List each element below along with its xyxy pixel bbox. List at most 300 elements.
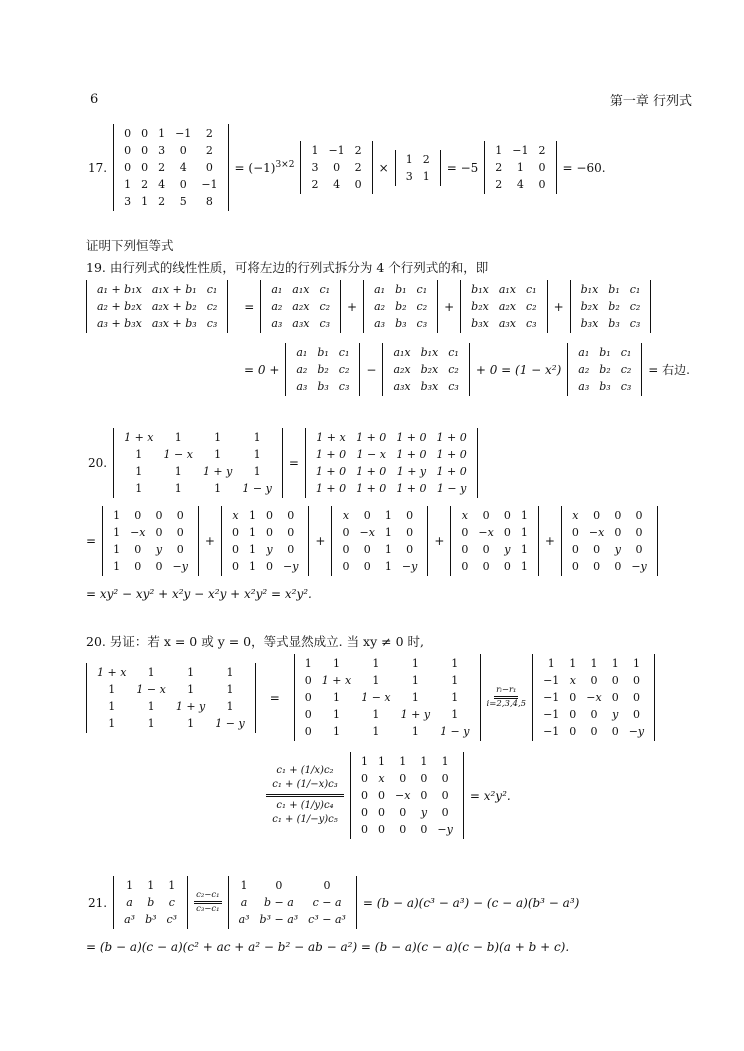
operator: + bbox=[444, 299, 455, 314]
matrix-cell: 1 bbox=[226, 682, 234, 696]
matrix-cell: 1 bbox=[135, 448, 143, 461]
matrix-cell: 1 bbox=[174, 431, 182, 444]
matrix-cell: 1 + 0 bbox=[356, 465, 387, 478]
operator: + bbox=[544, 534, 555, 548]
matrix-cell: a₁x bbox=[393, 346, 411, 359]
matrix-cell: x bbox=[569, 674, 576, 687]
determinant-grid bbox=[388, 344, 463, 395]
determinant bbox=[460, 280, 547, 333]
matrix-cell: 2 bbox=[205, 127, 213, 140]
matrix-cell: 0 bbox=[124, 144, 132, 157]
determinant bbox=[532, 654, 655, 741]
matrix-cell: c₁ bbox=[526, 283, 537, 296]
matrix-cell: −y bbox=[172, 560, 188, 573]
matrix-cell: 0 bbox=[155, 526, 163, 539]
determinant-grid bbox=[567, 507, 652, 575]
matrix-cell: 1 bbox=[174, 465, 182, 478]
matrix-cell: 0 bbox=[378, 823, 385, 836]
matrix-cell: 1 bbox=[451, 657, 459, 670]
determinant bbox=[285, 343, 360, 396]
matrix-cell: c₂ bbox=[620, 363, 632, 376]
matrix-cell: 1 + x bbox=[316, 431, 346, 444]
chapter-title: 第一章 行列式 bbox=[609, 94, 692, 109]
matrix-cell: 1 + x bbox=[97, 665, 127, 679]
matrix-cell: y bbox=[614, 543, 621, 556]
matrix-cell: −x bbox=[478, 526, 494, 539]
matrix-cell: 0 bbox=[538, 178, 546, 191]
matrix-cell: 1 − x bbox=[136, 682, 166, 696]
matrix-cell: −1 bbox=[543, 708, 560, 721]
matrix-cell: y bbox=[266, 543, 273, 556]
matrix-cell: 1 + x bbox=[321, 674, 352, 687]
matrix-cell: 2 bbox=[205, 144, 213, 157]
matrix-cell: b₃ bbox=[395, 317, 407, 330]
matrix-cell: −1 bbox=[328, 144, 345, 157]
matrix-cell: 2 bbox=[354, 161, 362, 174]
result: = 右边. bbox=[648, 363, 690, 377]
matrix-cell: c₁ bbox=[620, 346, 632, 359]
matrix-cell: 1 bbox=[147, 716, 155, 730]
operator: + bbox=[347, 299, 358, 314]
matrix-cell: 1 bbox=[147, 699, 155, 713]
matrix-cell: a₃ bbox=[374, 317, 386, 330]
matrix-cell: 0 bbox=[231, 526, 239, 539]
matrix-cell: a₂ bbox=[374, 300, 386, 313]
matrix-cell: 0 bbox=[593, 560, 601, 573]
matrix-cell: x bbox=[572, 509, 579, 522]
matrix-cell: 1 − y bbox=[242, 482, 272, 495]
matrix-cell: a bbox=[240, 896, 248, 909]
matrix-cell: 3 bbox=[124, 195, 132, 208]
matrix-cell: c₃ bbox=[338, 380, 350, 393]
matrix-cell: c₂ bbox=[448, 363, 459, 376]
matrix-cell: 1 bbox=[332, 691, 340, 704]
matrix-cell: 0 bbox=[635, 543, 643, 556]
matrix-cell: 4 bbox=[158, 178, 166, 191]
matrix-cell: a³ bbox=[238, 913, 250, 926]
matrix-cell: 1 bbox=[113, 543, 121, 556]
matrix-cell: 1 bbox=[147, 879, 155, 892]
matrix-cell: c₃ bbox=[620, 380, 632, 393]
matrix-cell: 0 bbox=[441, 789, 449, 802]
matrix-cell: 1 bbox=[332, 657, 340, 670]
determinant bbox=[305, 428, 478, 498]
determinant-grid bbox=[300, 655, 475, 740]
matrix-cell: 0 bbox=[611, 725, 619, 738]
matrix-cell: 1 bbox=[126, 879, 134, 892]
matrix-cell: a₂x bbox=[393, 363, 411, 376]
matrix-cell: 1 bbox=[108, 716, 116, 730]
matrix-cell: 1 bbox=[332, 708, 340, 721]
matrix-cell: 0 bbox=[287, 509, 295, 522]
matrix-cell: 1 + y bbox=[175, 699, 206, 713]
matrix-cell: 1 bbox=[108, 699, 116, 713]
operator: + 0 = (1 − x²) bbox=[475, 362, 562, 377]
matrix-cell: 0 bbox=[179, 178, 187, 191]
determinant-grid bbox=[266, 281, 335, 332]
matrix-cell: 0 bbox=[503, 526, 511, 539]
matrix-cell: 1 − x bbox=[361, 691, 391, 704]
matrix-cell: b₂x bbox=[580, 300, 599, 313]
matrix-cell: −x bbox=[395, 789, 411, 802]
problem-20-line1 bbox=[88, 428, 478, 498]
matrix-cell: 1 − y bbox=[215, 716, 245, 730]
matrix-cell: 1 bbox=[451, 708, 459, 721]
matrix-cell: 0 bbox=[406, 509, 414, 522]
matrix-cell: 1 + 0 bbox=[396, 448, 427, 461]
matrix-cell: x bbox=[342, 509, 350, 522]
matrix-cell: b³ − a³ bbox=[259, 913, 299, 926]
problem-20-line2 bbox=[86, 506, 658, 576]
matrix-cell: 3 bbox=[158, 144, 166, 157]
matrix-cell: 0 bbox=[361, 772, 368, 785]
matrix-cell: 1 + y bbox=[400, 708, 431, 721]
matrix-cell: 1 bbox=[168, 879, 176, 892]
problem-17 bbox=[88, 124, 606, 211]
matrix-cell: −y bbox=[631, 560, 647, 573]
matrix-cell: a₂ bbox=[578, 363, 590, 376]
matrix-cell: 1 bbox=[214, 431, 222, 444]
matrix-cell: 0 bbox=[611, 691, 619, 704]
matrix-cell: b₁ bbox=[395, 283, 407, 296]
problem-19-intro: 19. 由行列式的线性性质，可将左边的行列式拆分为 4 个行列式的和，即 bbox=[86, 260, 489, 275]
matrix-cell: 1 bbox=[253, 448, 261, 461]
matrix-cell: 1 + y bbox=[202, 465, 233, 478]
matrix-cell: 1 + 0 bbox=[315, 482, 347, 495]
operator: × bbox=[378, 160, 389, 175]
matrix-cell: b₃x bbox=[580, 317, 599, 330]
determinant bbox=[300, 141, 372, 194]
matrix-cell: 1 bbox=[135, 482, 143, 495]
determinant-grid bbox=[306, 142, 366, 193]
matrix-cell: 1 bbox=[384, 509, 392, 522]
determinant bbox=[363, 280, 438, 333]
matrix-cell: 1 bbox=[399, 755, 407, 768]
determinant bbox=[382, 343, 469, 396]
matrix-cell: a₁ bbox=[374, 283, 386, 296]
matrix-cell: 0 bbox=[323, 879, 331, 892]
matrix-cell: 1 bbox=[135, 465, 143, 478]
problem-19-line2 bbox=[244, 343, 690, 396]
matrix-cell: b₂ bbox=[599, 363, 611, 376]
determinant-grid bbox=[119, 429, 277, 497]
matrix-cell: a₃x bbox=[498, 317, 516, 330]
matrix-cell: 1 bbox=[174, 482, 182, 495]
matrix-cell: 1 − y bbox=[436, 482, 467, 495]
matrix-cell: 1 bbox=[520, 526, 528, 539]
operator: = −5 bbox=[446, 160, 479, 175]
matrix-cell: 0 bbox=[134, 509, 142, 522]
matrix-cell: 0 bbox=[614, 526, 622, 539]
problem-21-line2: = (b − a)(c − a)(c² + ac + a² − b² − ab − a²) = (b − a)(c − a)(c − b)(a + b + c). bbox=[86, 940, 570, 954]
determinant-grid bbox=[369, 281, 432, 332]
matrix-cell: 1 bbox=[441, 755, 449, 768]
matrix-cell: x bbox=[461, 509, 469, 522]
determinant-grid bbox=[538, 655, 649, 740]
matrix-cell: 1 bbox=[569, 657, 577, 670]
matrix-cell: b₁x bbox=[580, 283, 599, 296]
matrix-cell: 0 bbox=[134, 560, 142, 573]
matrix-cell: 1 bbox=[214, 448, 222, 461]
matrix-cell: 1 bbox=[187, 716, 195, 730]
operator: = bbox=[269, 690, 280, 705]
matrix-cell: 0 bbox=[342, 560, 350, 573]
determinant bbox=[228, 876, 357, 929]
matrix-cell: c₃ bbox=[319, 317, 331, 330]
matrix-cell: −1 bbox=[543, 691, 560, 704]
matrix-cell: 1 bbox=[411, 691, 419, 704]
determinant bbox=[294, 654, 481, 741]
matrix-cell: −x bbox=[588, 526, 605, 539]
section-title: 证明下列恒等式 bbox=[86, 238, 174, 253]
matrix-cell: −1 bbox=[201, 178, 218, 191]
determinant-grid bbox=[490, 142, 550, 193]
matrix-cell: 1 + 0 bbox=[356, 431, 387, 444]
matrix-cell: 1 bbox=[304, 657, 312, 670]
matrix-cell: 1 bbox=[372, 674, 380, 687]
determinant-grid bbox=[356, 753, 458, 838]
matrix-cell: y bbox=[504, 543, 511, 556]
matrix-cell: 0 bbox=[354, 178, 362, 191]
matrix-cell: 1 bbox=[372, 725, 380, 738]
matrix-cell: 0 bbox=[287, 526, 295, 539]
matrix-cell: 0 bbox=[141, 127, 149, 140]
matrix-cell: 3 bbox=[311, 161, 319, 174]
matrix-cell: 0 bbox=[482, 560, 490, 573]
matrix-cell: 1 bbox=[361, 755, 368, 768]
matrix-cell: a₁ bbox=[271, 283, 283, 296]
matrix-cell: c₃ bbox=[416, 317, 428, 330]
matrix-cell: 0 bbox=[632, 691, 640, 704]
matrix-cell: 2 bbox=[495, 178, 503, 191]
matrix-cell: 0 bbox=[420, 789, 428, 802]
matrix-cell: 0 bbox=[155, 560, 163, 573]
matrix-cell: 1 bbox=[311, 144, 319, 157]
operator: − bbox=[366, 362, 377, 377]
matrix-cell: 0 bbox=[265, 526, 273, 539]
matrix-cell: 1 + 0 bbox=[436, 465, 467, 478]
matrix-cell: a₁ bbox=[296, 346, 308, 359]
determinant bbox=[331, 506, 428, 576]
matrix-cell: b₁x bbox=[420, 346, 439, 359]
matrix-cell: c₁ bbox=[629, 283, 641, 296]
matrix-cell: 2 bbox=[354, 144, 362, 157]
matrix-cell: 1 bbox=[113, 509, 121, 522]
matrix-cell: 0 bbox=[538, 161, 546, 174]
determinant-grid bbox=[456, 507, 532, 575]
matrix-cell: a³ bbox=[124, 913, 136, 926]
matrix-cell: 1 − x bbox=[163, 448, 193, 461]
matrix-cell: 4 bbox=[333, 178, 341, 191]
matrix-cell: b₁ bbox=[317, 346, 329, 359]
matrix-cell: 0 bbox=[482, 543, 490, 556]
determinant bbox=[570, 280, 652, 333]
determinant bbox=[350, 752, 464, 839]
problem-label: 20. bbox=[88, 456, 108, 470]
determinant bbox=[86, 663, 256, 733]
matrix-cell: a₃ bbox=[296, 380, 308, 393]
matrix-cell: 1 bbox=[420, 755, 428, 768]
matrix-cell: 0 bbox=[406, 526, 414, 539]
matrix-cell: 1 bbox=[226, 665, 234, 679]
matrix-cell: b₃ bbox=[599, 380, 611, 393]
matrix-cell: 0 bbox=[399, 772, 407, 785]
matrix-cell: a₃x bbox=[292, 317, 310, 330]
matrix-cell: 0 bbox=[304, 674, 312, 687]
matrix-cell: 0 bbox=[590, 674, 598, 687]
matrix-cell: 0 bbox=[441, 806, 449, 819]
matrix-cell: 0 bbox=[141, 144, 149, 157]
column-operations: c₁ + (1/x)c₂ c₁ + (1/−x)c₃ c₁ + (1/y)c₄ c₁ + (1/−y)c₅ bbox=[266, 764, 344, 827]
matrix-cell: a₂ bbox=[271, 300, 283, 313]
matrix-cell: 0 bbox=[342, 526, 350, 539]
matrix-cell: 0 bbox=[378, 806, 385, 819]
matrix-cell: b₃ bbox=[317, 380, 329, 393]
matrix-cell: −y bbox=[282, 560, 299, 573]
matrix-cell: 0 bbox=[176, 526, 184, 539]
matrix-cell: 3 bbox=[405, 169, 413, 183]
matrix-cell: 0 bbox=[265, 509, 273, 522]
operator: + bbox=[315, 534, 326, 548]
matrix-cell: 0 bbox=[420, 823, 428, 836]
matrix-cell: 1 bbox=[520, 560, 528, 573]
matrix-cell: 0 bbox=[482, 509, 490, 522]
matrix-cell: 0 bbox=[590, 725, 598, 738]
matrix-cell: 1 + 0 bbox=[356, 482, 387, 495]
matrix-cell: 1 − y bbox=[440, 725, 470, 738]
matrix-cell: 1 bbox=[248, 543, 256, 556]
matrix-cell: b₁ bbox=[608, 283, 620, 296]
matrix-cell: x bbox=[378, 772, 385, 785]
matrix-cell: 0 bbox=[611, 674, 619, 687]
matrix-cell: −1 bbox=[543, 674, 560, 687]
matrix-cell: 1 bbox=[253, 431, 261, 444]
matrix-cell: 1 bbox=[422, 169, 430, 183]
matrix-cell: 0 bbox=[399, 806, 407, 819]
matrix-cell: a₂x bbox=[292, 300, 310, 313]
matrix-cell: 0 bbox=[287, 543, 295, 556]
matrix-cell: 0 bbox=[503, 509, 511, 522]
matrix-cell: 0 bbox=[635, 526, 643, 539]
determinant bbox=[260, 280, 341, 333]
matrix-cell: 0 bbox=[614, 509, 622, 522]
matrix-cell: 1 bbox=[547, 657, 555, 670]
matrix-cell: 0 bbox=[632, 674, 640, 687]
problem-20b-line1 bbox=[86, 654, 655, 741]
matrix-cell: c₁ bbox=[416, 283, 428, 296]
matrix-cell: 1 + 0 bbox=[436, 448, 467, 461]
matrix-cell: b₂ bbox=[395, 300, 407, 313]
matrix-cell: y bbox=[155, 543, 163, 556]
matrix-cell: 1 − x bbox=[356, 448, 386, 461]
matrix-cell: 0 bbox=[363, 543, 371, 556]
matrix-cell: 1 bbox=[158, 127, 166, 140]
matrix-cell: 0 bbox=[361, 806, 368, 819]
matrix-cell: 1 bbox=[226, 699, 234, 713]
matrix-cell: c₂ bbox=[206, 300, 218, 313]
matrix-cell: 0 bbox=[141, 161, 149, 174]
column-operation: $\frac{\text{c₂−c₁}}{\text{c₃−c₁}}$ bbox=[196, 890, 220, 914]
matrix-cell: −1 bbox=[512, 144, 529, 157]
matrix-cell: a₁x bbox=[292, 283, 310, 296]
matrix-cell: 1 bbox=[520, 509, 528, 522]
matrix-cell: −y bbox=[437, 823, 453, 836]
matrix-cell: 0 bbox=[134, 543, 142, 556]
determinant bbox=[86, 280, 228, 333]
matrix-cell: 1 bbox=[411, 725, 419, 738]
matrix-cell: 0 bbox=[342, 543, 350, 556]
result: = −60. bbox=[562, 160, 606, 175]
matrix-cell: 2 bbox=[158, 161, 166, 174]
matrix-cell: 2 bbox=[158, 195, 166, 208]
matrix-cell: 0 bbox=[461, 543, 469, 556]
matrix-cell: 1 bbox=[113, 526, 121, 539]
matrix-cell: c₂ bbox=[526, 300, 537, 313]
matrix-cell: a₁ bbox=[578, 346, 590, 359]
matrix-cell: 1 bbox=[240, 879, 248, 892]
matrix-cell: b₂x bbox=[420, 363, 439, 376]
matrix-cell: b₂x bbox=[471, 300, 489, 313]
matrix-cell: 1 bbox=[253, 465, 261, 478]
matrix-cell: 0 bbox=[179, 144, 187, 157]
determinant-grid bbox=[573, 344, 636, 395]
matrix-cell: 1 bbox=[124, 178, 132, 191]
matrix-cell: a₂x bbox=[498, 300, 516, 313]
determinant-grid bbox=[466, 281, 541, 332]
operator: = 0 + bbox=[244, 362, 280, 377]
determinant bbox=[561, 506, 658, 576]
matrix-cell: c₃ bbox=[448, 380, 459, 393]
matrix-cell: 1 bbox=[384, 543, 392, 556]
matrix-cell: 1 bbox=[248, 526, 256, 539]
matrix-cell: 0 bbox=[363, 509, 371, 522]
matrix-cell: 1 bbox=[378, 755, 385, 768]
determinant bbox=[102, 506, 199, 576]
determinant bbox=[113, 428, 283, 498]
matrix-cell: a₁x + b₁ bbox=[151, 283, 197, 296]
operator: = bbox=[244, 299, 255, 314]
matrix-cell: 1 bbox=[405, 152, 413, 166]
matrix-cell: 1 bbox=[108, 682, 116, 696]
determinant-grid bbox=[401, 151, 435, 185]
matrix-cell: 5 bbox=[179, 195, 187, 208]
determinant bbox=[113, 876, 188, 929]
matrix-cell: 1 bbox=[113, 560, 121, 573]
matrix-cell: 1 bbox=[372, 657, 380, 670]
matrix-cell: 1 bbox=[520, 543, 528, 556]
matrix-cell: y bbox=[612, 708, 619, 721]
matrix-cell: a₁ + b₁x bbox=[97, 283, 142, 296]
matrix-cell: y bbox=[420, 806, 428, 819]
matrix-cell: c₂ bbox=[319, 300, 331, 313]
matrix-cell: b₃x bbox=[471, 317, 489, 330]
matrix-cell: b³ bbox=[145, 913, 157, 926]
matrix-cell: b₃ bbox=[608, 317, 620, 330]
matrix-cell: 1 bbox=[372, 708, 380, 721]
matrix-cell: a₂ bbox=[296, 363, 308, 376]
matrix-cell: 0 bbox=[503, 560, 511, 573]
matrix-cell: 0 bbox=[571, 560, 579, 573]
matrix-cell: c₂ bbox=[416, 300, 428, 313]
matrix-cell: 0 bbox=[569, 691, 577, 704]
matrix-cell: 0 bbox=[406, 543, 414, 556]
matrix-cell: 8 bbox=[205, 195, 213, 208]
matrix-cell: b − a bbox=[263, 896, 294, 909]
matrix-cell: 0 bbox=[569, 725, 577, 738]
matrix-cell: c₁ bbox=[206, 283, 218, 296]
matrix-cell: c₂ bbox=[338, 363, 350, 376]
operator: = $(-1)^{3\times 2}$ bbox=[234, 160, 295, 175]
